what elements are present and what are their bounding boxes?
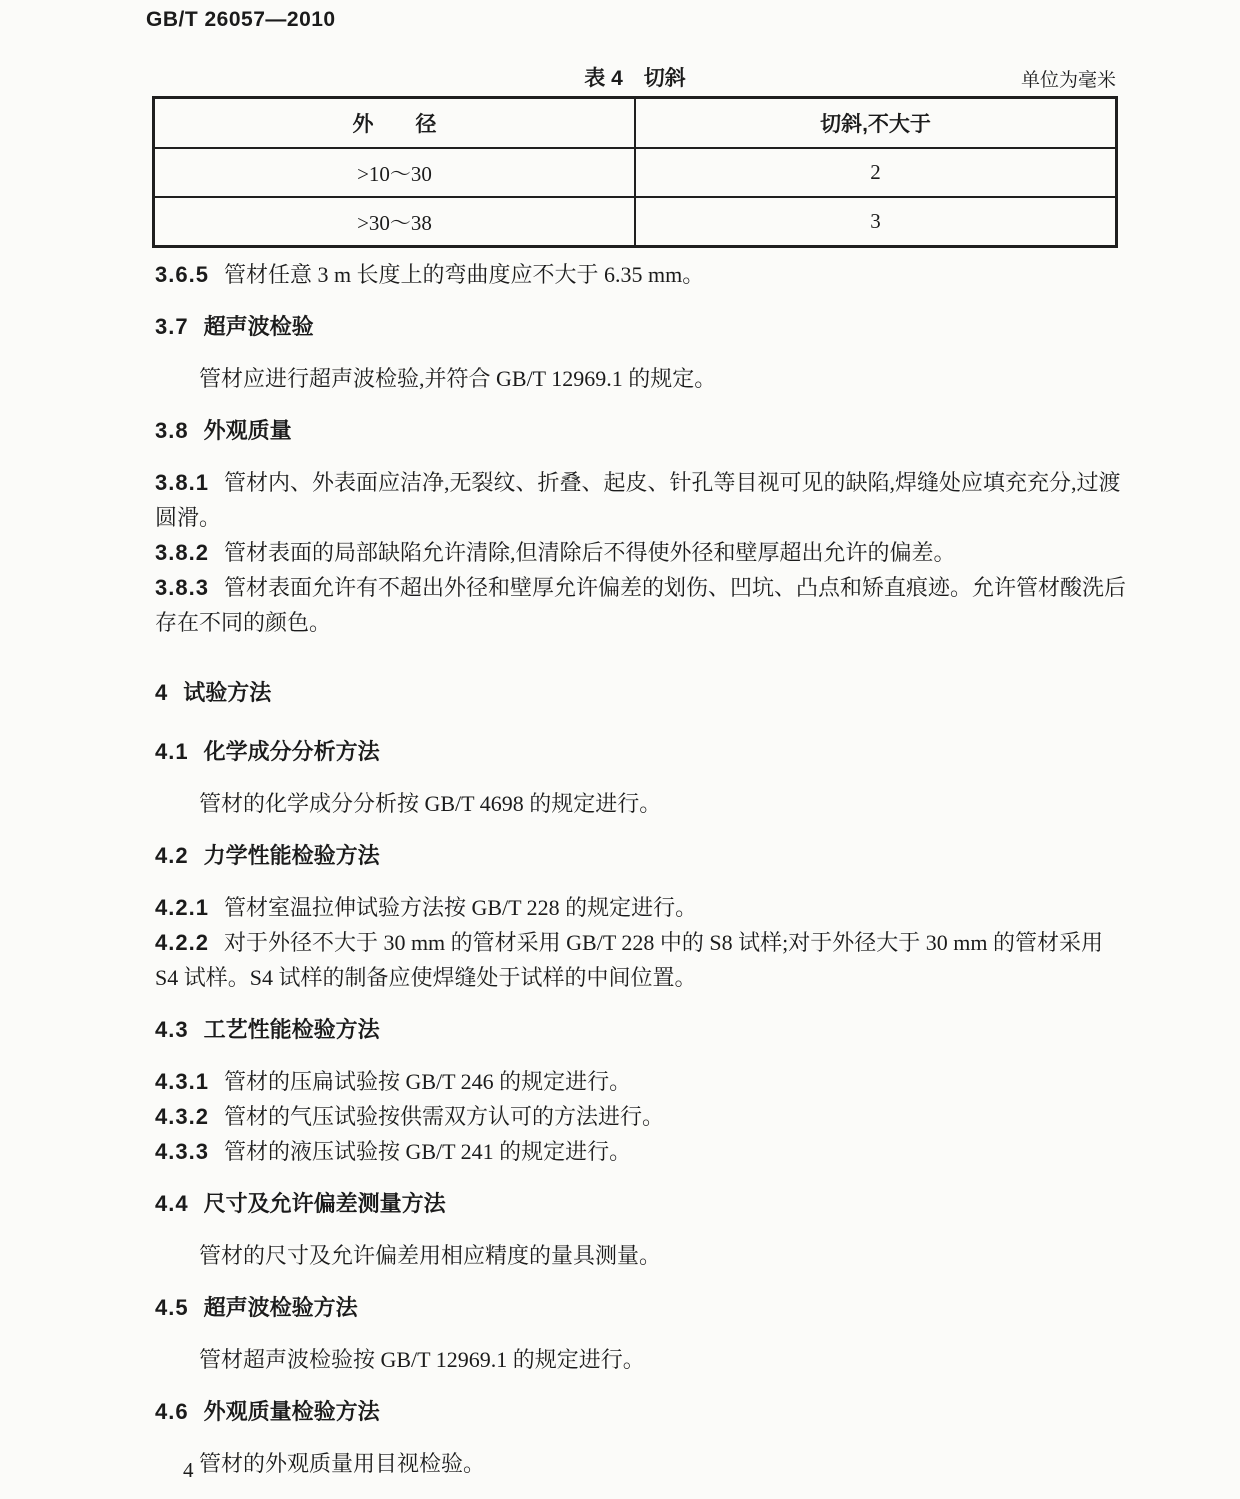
column-header-cut-skew: 切斜,不大于 xyxy=(635,98,1117,149)
clause-text: 管材表面的局部缺陷允许清除,但清除后不得使外径和壁厚超出允许的偏差。 xyxy=(223,540,956,565)
heading-text: 尺寸及允许偏差测量方法 xyxy=(203,1191,446,1216)
clause-text: 管材内、外表面应洁净,无裂纹、折叠、起皮、针孔等目视可见的缺陷,焊缝处应填充充分,过渡圆滑。 xyxy=(155,470,1121,530)
clause-number: 3.8.3 xyxy=(155,575,209,600)
heading-4-1 xyxy=(155,734,1127,769)
clause-text: 管材的压扁试验按 GB/T 246 的规定进行。 xyxy=(223,1069,632,1094)
table-cell: 3 xyxy=(635,197,1117,247)
chapter-number: 4 xyxy=(155,680,169,705)
heading-text: 超声波检验 xyxy=(203,314,314,339)
clause-number: 4.2.2 xyxy=(155,930,209,955)
heading-4-6 xyxy=(155,1394,1127,1429)
clause-number: 3.6.5 xyxy=(155,262,209,287)
clause-3-8-3 xyxy=(155,570,1127,640)
paragraph: 管材的外观质量用目视检验。 xyxy=(199,1451,486,1476)
table-caption-row xyxy=(152,62,1118,96)
table-row xyxy=(154,148,1117,197)
clause-3-6-5 xyxy=(155,257,1127,292)
heading-number: 3.8 xyxy=(155,418,189,443)
clause-number: 4.3.3 xyxy=(155,1139,209,1164)
heading-text: 化学成分分析方法 xyxy=(203,739,380,764)
heading-number: 4.4 xyxy=(155,1191,189,1216)
clause-3-8-2 xyxy=(155,535,1127,570)
paragraph: 管材的化学成分分析按 GB/T 4698 的规定进行。 xyxy=(199,791,662,816)
clause-text: 管材的液压试验按 GB/T 241 的规定进行。 xyxy=(223,1139,632,1164)
table-unit-note: 单位为毫米 xyxy=(1020,70,1116,91)
page-number: 4 xyxy=(183,1458,194,1482)
chapter-text: 试验方法 xyxy=(183,680,272,705)
heading-3-7 xyxy=(155,309,1127,344)
clause-text: 对于外径不大于 30 mm 的管材采用 GB/T 228 中的 S8 试样;对于外径大于 30 mm 的管材采用 S4 试样。S4 试样的制备应使焊缝处于试样的中间位置。 xyxy=(155,930,1103,990)
clause-number: 3.8.1 xyxy=(155,470,209,495)
heading-number: 4.5 xyxy=(155,1295,189,1320)
chapter-4 xyxy=(155,675,1127,710)
doc-number: GB/T 26057—2010 xyxy=(146,8,336,31)
paragraph: 管材超声波检验按 GB/T 12969.1 的规定进行。 xyxy=(199,1347,645,1372)
heading-4-5 xyxy=(155,1290,1127,1325)
clause-3-8-1 xyxy=(155,465,1127,535)
document-body xyxy=(155,257,1127,1498)
heading-number: 4.1 xyxy=(155,739,189,764)
clause-text: 管材的气压试验按供需双方认可的方法进行。 xyxy=(223,1104,664,1129)
heading-4-4 xyxy=(155,1186,1127,1221)
column-header-outer-diameter: 外 径 xyxy=(154,98,636,149)
clause-4-2-1 xyxy=(155,890,1127,925)
table-4-qiexie xyxy=(152,96,1118,248)
table-caption: 表 4 切斜 xyxy=(584,67,686,90)
heading-text: 力学性能检验方法 xyxy=(203,843,380,868)
heading-text: 外观质量 xyxy=(203,418,292,443)
clause-number: 3.8.2 xyxy=(155,540,209,565)
heading-3-8 xyxy=(155,413,1127,448)
table-cell: >30～38 xyxy=(154,197,636,247)
clause-text: 管材表面允许有不超出外径和壁厚允许偏差的划伤、凹坑、凸点和矫直痕迹。允许管材酸洗后存在不同的颜色。 xyxy=(155,575,1126,635)
heading-text: 超声波检验方法 xyxy=(203,1295,358,1320)
table-4-block xyxy=(152,62,1118,248)
heading-number: 4.2 xyxy=(155,843,189,868)
heading-text: 工艺性能检验方法 xyxy=(203,1017,380,1042)
heading-number: 4.6 xyxy=(155,1399,189,1424)
table-cell: >10～30 xyxy=(154,148,636,197)
heading-number: 3.7 xyxy=(155,314,189,339)
table-row xyxy=(154,197,1117,247)
heading-4-3 xyxy=(155,1012,1127,1047)
heading-4-2 xyxy=(155,838,1127,873)
heading-text: 外观质量检验方法 xyxy=(203,1399,380,1424)
heading-number: 4.3 xyxy=(155,1017,189,1042)
clause-number: 4.2.1 xyxy=(155,895,209,920)
clause-4-3-2 xyxy=(155,1099,1127,1134)
clause-4-3-3 xyxy=(155,1134,1127,1169)
clause-text: 管材室温拉伸试验方法按 GB/T 228 的规定进行。 xyxy=(223,895,698,920)
paragraph: 管材应进行超声波检验,并符合 GB/T 12969.1 的规定。 xyxy=(199,366,717,391)
clause-4-3-1 xyxy=(155,1064,1127,1099)
clause-4-2-2 xyxy=(155,925,1127,995)
clause-number: 4.3.2 xyxy=(155,1104,209,1129)
clause-number: 4.3.1 xyxy=(155,1069,209,1094)
table-header-row xyxy=(154,98,1117,149)
table-cell: 2 xyxy=(635,148,1117,197)
clause-text: 管材任意 3 m 长度上的弯曲度应不大于 6.35 mm。 xyxy=(223,262,705,287)
paragraph: 管材的尺寸及允许偏差用相应精度的量具测量。 xyxy=(199,1243,662,1268)
